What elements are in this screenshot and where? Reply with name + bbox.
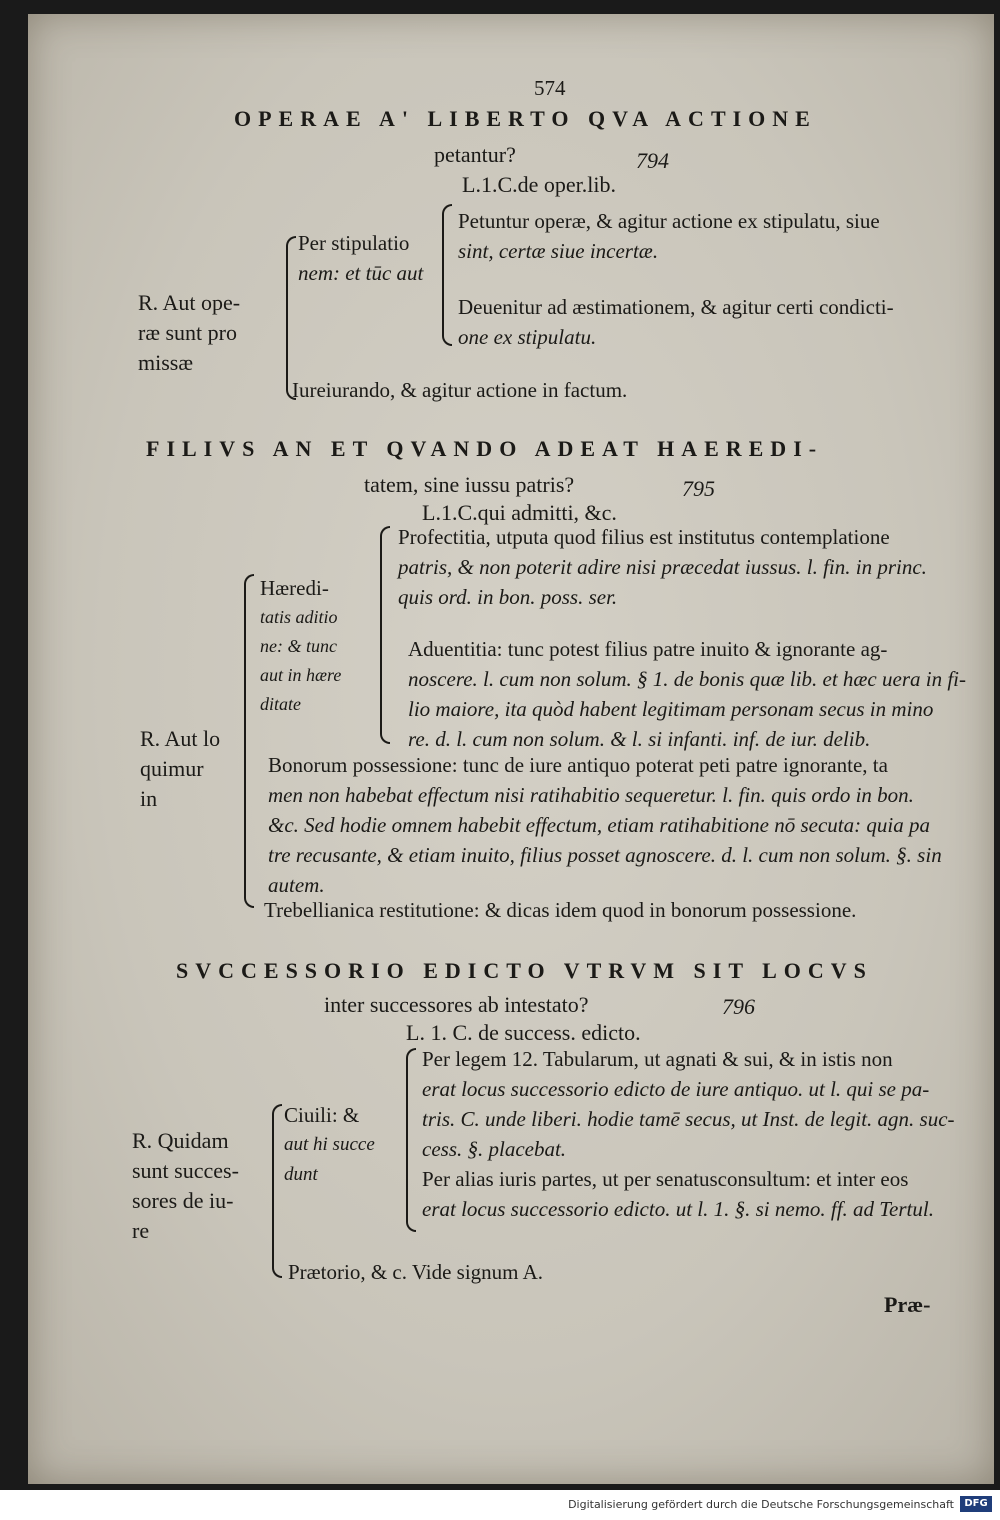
section-796-branch-ciuili: Ciuili: & aut hi succe dunt: [284, 1103, 375, 1185]
brace: [406, 1048, 416, 1232]
section-796-reference: L. 1. C. de success. edicto.: [406, 1020, 641, 1045]
section-795-title: FILIVS AN ET QVANDO ADEAT HAEREDI-: [146, 436, 824, 461]
section-796-title-cont: inter successores ab intestato?: [324, 992, 589, 1017]
section-796-root-label: R. Quidam sunt succes- sores de iu- re: [132, 1128, 239, 1243]
section-794-iureiurando: Iureiurando, & agitur actione in factum.: [292, 378, 628, 402]
page-number: 574: [534, 76, 566, 100]
section-796-praetorio: Prætorio, & c. Vide signum A.: [288, 1260, 544, 1284]
brace: [442, 204, 452, 346]
section-796-per-legem: Per legem 12. Tabularum, ut agnati & sui, & in istis non erat locus successorio edicto de iure antiquo. ut l. qui se pa- tris. C. unde liberi. hodie tamē secus, ut Inst. de legit. agn. suc- cess. §. placebat.: [422, 1047, 955, 1161]
section-796-title: SVCCESSORIO EDICTO VTRVM SIT LOCVS: [176, 958, 873, 983]
brace: [272, 1104, 282, 1278]
section-795-root-label: R. Aut lo quimur in: [140, 726, 221, 811]
footer-credit: Digitalisierung gefördert durch die Deutsche Forschungsgemeinschaft: [568, 1498, 954, 1511]
section-795-number: 795: [682, 476, 715, 501]
section-795-reference: L.1.C.qui admitti, &c.: [422, 500, 617, 525]
dfg-logo: DFG: [960, 1496, 992, 1512]
section-794-branch-stipulatio: Per stipulatio nem: et tūc aut: [298, 231, 424, 285]
section-795-trebellianica: Trebellianica restitutione: & dicas idem quod in bonorum possessione.: [264, 898, 857, 922]
book-page: [28, 14, 994, 1484]
brace: [244, 574, 254, 908]
brace: [286, 236, 296, 400]
section-795-title-cont: tatem, sine iussu patris?: [364, 472, 575, 497]
section-795-profectitia: Profectitia, utputa quod filius est institutus contemplatione patris, & non poterit adire nisi præcedat iussus. l. fin. in princ. quis ord. in bon. poss. ser.: [398, 525, 927, 609]
catchword: Præ-: [884, 1292, 931, 1317]
section-794-root-label: R. Aut ope- ræ sunt pro missæ: [138, 290, 241, 375]
footer-bar: [0, 1490, 1000, 1520]
section-795-aduentitia: Aduentitia: tunc potest filius patre inuito & ignorante ag- noscere. l. cum non solum. § 1. de bonis quæ lib. et hæc uera in fi- lio maiore, ita quòd habent legitimam personam secus in mino re. d. l. cum non solum. & l. si infanti. inf. de iur. delib.: [408, 637, 966, 751]
section-794-petuntur: Petuntur operæ, & agitur actione ex stipulatu, siue sint, certæ siue incertæ.: [458, 209, 880, 263]
section-794-number: 794: [636, 148, 669, 173]
section-794-deuenitur: Deuenitur ad æstimationem, & agitur certi condicti- one ex stipulatu.: [458, 295, 894, 349]
section-794-title: OPERAE A' LIBERTO QVA ACTIONE: [234, 106, 817, 131]
section-794-title-cont: petantur?: [434, 142, 516, 167]
section-794-reference: L.1.C.de oper.lib.: [462, 172, 616, 197]
section-795-branch-haereditatis: Hæredi- tatis aditio ne: & tunc aut in hære ditate: [260, 576, 342, 714]
section-795-bonorum-possessione: Bonorum possessione: tunc de iure antiquo poterat peti patre ignorante, ta men non habebat effectum nisi ratihabitio sequeretur. l. fin. quis ordo in bon. &c. Sed hodie omnem habebit effectum, etiam ratihabitione nō secuta: quia pa tre recusante, & etiam inuito, filius posset agnoscere. d. l. cum non solum. §. sin autem.: [268, 753, 942, 897]
brace: [380, 526, 390, 744]
section-796-per-alias: Per alias iuris partes, ut per senatusconsultum: et inter eos erat locus successorio edicto. ut l. 1. §. si nemo. ff. ad Tertul.: [422, 1167, 934, 1221]
section-796-number: 796: [722, 994, 755, 1019]
